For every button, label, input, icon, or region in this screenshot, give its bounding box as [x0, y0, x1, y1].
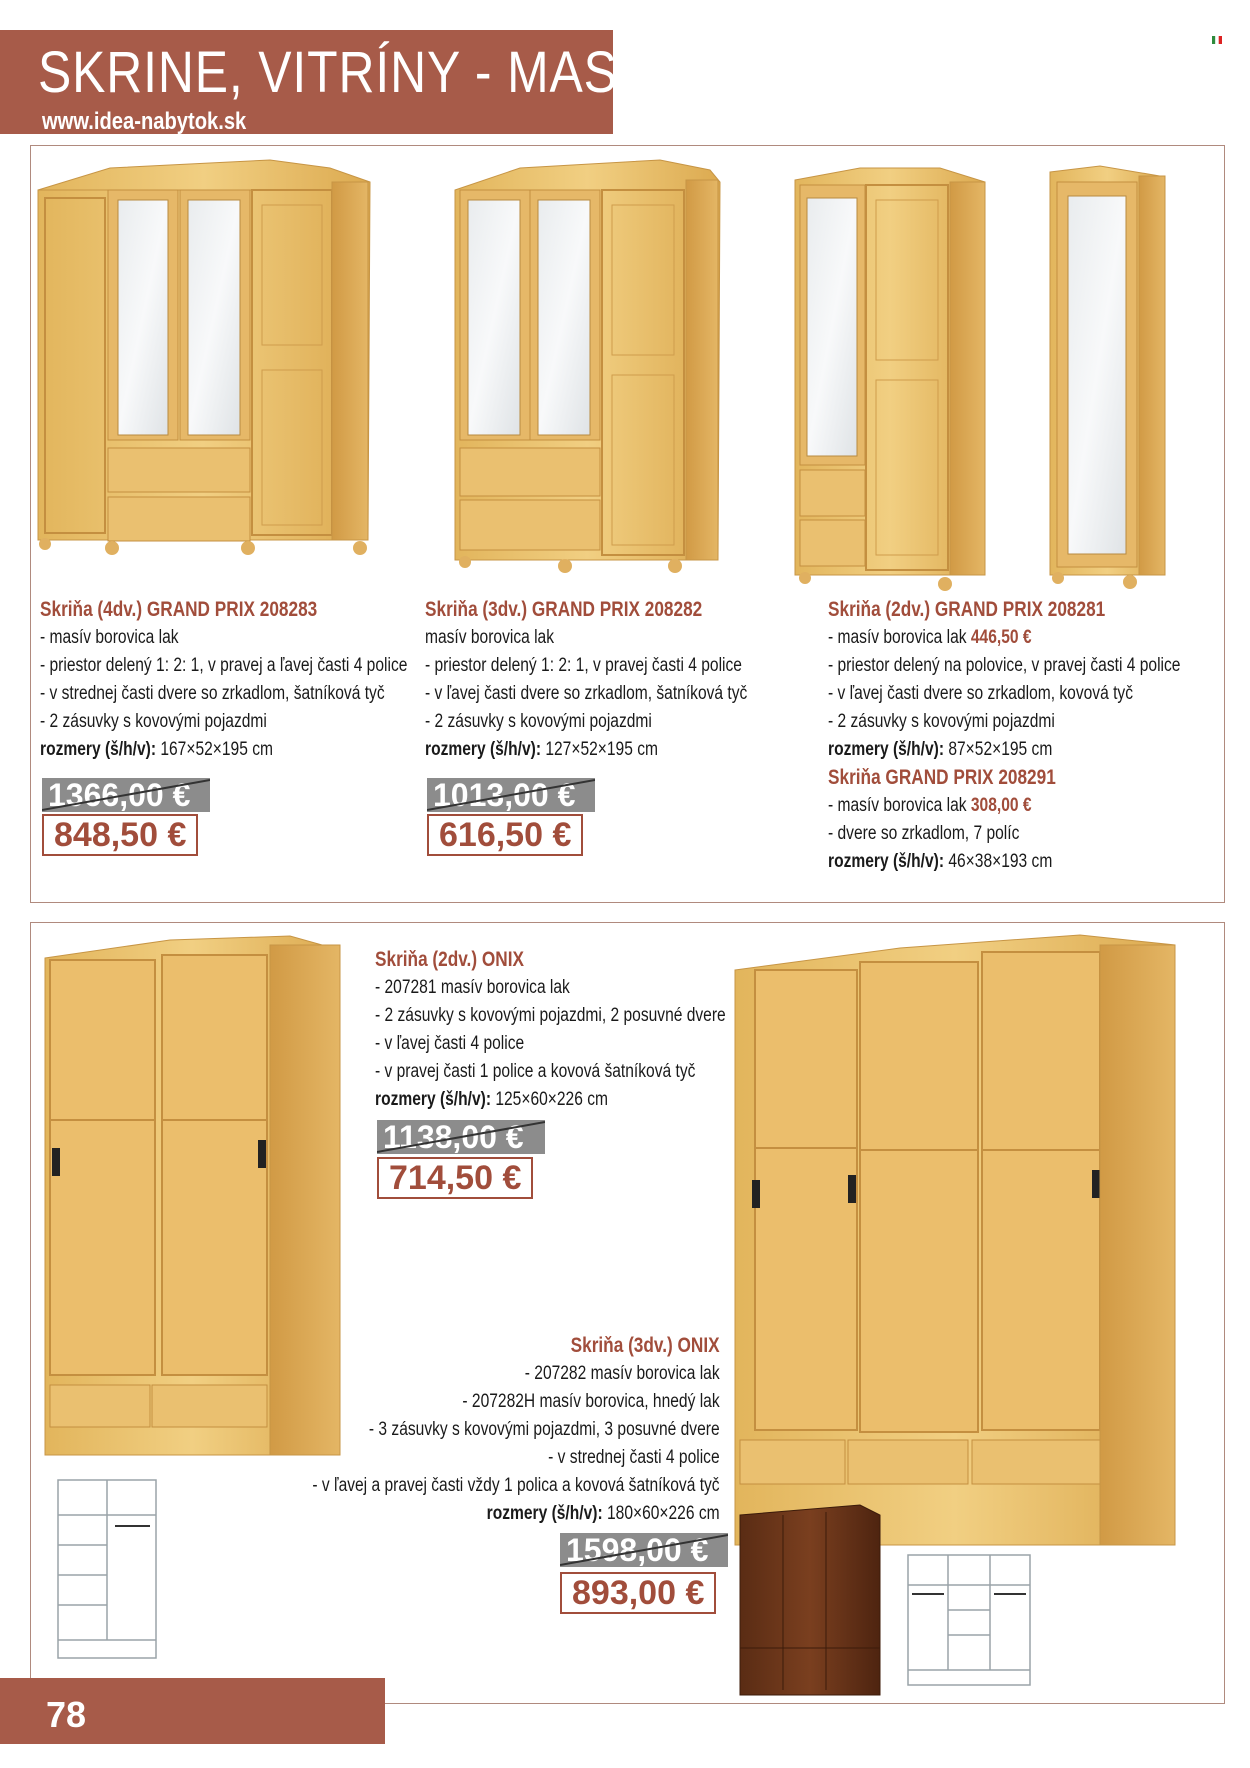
product-price: 446,50 € — [970, 627, 1032, 648]
new-price: 616,50 € — [427, 814, 583, 856]
old-price: 1598,00 € — [560, 1533, 728, 1567]
dims-label: rozmery (š/h/v): — [487, 1503, 604, 1524]
dims-value: 180×60×226 cm — [607, 1503, 720, 1524]
product-feature: - masív borovica lak — [828, 627, 971, 648]
product-feature: - masív borovica lak — [40, 627, 179, 648]
product-feature: - dvere so zrkadlom, 7 políc — [828, 823, 1020, 844]
product-feature: - 207282 masív borovica lak — [525, 1363, 720, 1384]
dims-value: 46×38×193 cm — [948, 851, 1053, 872]
wardrobe-2dv-image — [795, 168, 985, 591]
dims-label: rozmery (š/h/v): — [828, 739, 945, 760]
product-feature: - priestor delený na polovice, v pravej časti 4 police — [828, 655, 1181, 676]
product-feature: - 2 zásuvky s kovovými pojazdmi — [828, 711, 1055, 732]
product-feature: - 207281 masív borovica lak — [375, 977, 570, 998]
product-feature: - v strednej časti 4 police — [548, 1447, 720, 1468]
product-4dv-info — [40, 596, 407, 764]
dims-label: rozmery (š/h/v): — [828, 851, 945, 872]
old-price: 1138,00 € — [377, 1120, 545, 1154]
product-feature: - 3 zásuvky s kovovými pojazdmi, 3 posuvné dvere — [369, 1419, 720, 1440]
product-feature: masív borovica lak — [425, 627, 555, 648]
interior-schematic-3dv — [908, 1555, 1030, 1685]
interior-schematic-2dv — [58, 1480, 156, 1658]
wardrobe-3dv-image — [455, 160, 720, 573]
product-title: Skriňa (3dv.) GRAND PRIX 208282 — [425, 598, 703, 621]
dims-value: 87×52×195 cm — [948, 739, 1053, 760]
old-price: 1013,00 € — [427, 778, 595, 812]
product-feature: - v ľavej časti 4 police — [375, 1033, 525, 1054]
old-price: 1366,00 € — [42, 778, 210, 812]
product-price: 308,00 € — [970, 795, 1032, 816]
product-title: Skriňa (2dv.) GRAND PRIX 208281 — [828, 598, 1106, 621]
product-title: Skriňa GRAND PRIX 208291 — [828, 766, 1056, 789]
product-feature: - 2 zásuvky s kovovými pojazdmi — [40, 711, 267, 732]
dims-label: rozmery (š/h/v): — [40, 739, 157, 760]
website-url[interactable]: www.idea-nabytok.sk — [42, 108, 247, 135]
dims-value: 127×52×195 cm — [545, 739, 658, 760]
product-feature: - v strednej časti dvere so zrkadlom, šatníková tyč — [40, 683, 385, 704]
product-onix-3dv-info — [313, 1332, 720, 1528]
wardrobe-onix-3dv-image — [735, 935, 1175, 1545]
page-number: 78 — [46, 1694, 87, 1735]
product-3dv-info — [425, 596, 747, 764]
product-2dv-info — [828, 596, 1180, 876]
product-title: Skriňa (3dv.) ONIX — [571, 1334, 720, 1357]
wardrobe-4dv-image — [38, 160, 370, 555]
wardrobe-dark-variant-image — [740, 1505, 880, 1695]
product-feature: - v ľavej a pravej časti vždy 1 polica a kovová šatníková tyč — [312, 1475, 720, 1496]
new-price: 848,50 € — [42, 814, 198, 856]
dims-label: rozmery (š/h/v): — [375, 1089, 492, 1110]
wardrobe-onix-2dv-image — [45, 936, 340, 1455]
new-price: 714,50 € — [377, 1157, 533, 1199]
dims-label: rozmery (š/h/v): — [425, 739, 542, 760]
product-feature: - masív borovica lak — [828, 795, 971, 816]
new-price: 893,00 € — [560, 1572, 716, 1614]
dims-value: 167×52×195 cm — [160, 739, 273, 760]
product-onix-2dv-info — [375, 946, 726, 1114]
product-feature: - v pravej časti 1 police a kovová šatníková tyč — [375, 1061, 696, 1082]
product-feature: - 207282H masív borovica, hnedý lak — [462, 1391, 720, 1412]
product-title: Skriňa (4dv.) GRAND PRIX 208283 — [40, 598, 318, 621]
product-feature: - v ľavej časti dvere so zrkadlom, kovová tyč — [828, 683, 1134, 704]
product-feature: - 2 zásuvky s kovovými pojazdmi, 2 posuvné dvere — [375, 1005, 726, 1026]
product-feature: - v ľavej časti dvere so zrkadlom, šatníková tyč — [425, 683, 748, 704]
product-feature: - priestor delený 1: 2: 1, v pravej a ľavej časti 4 police — [40, 655, 408, 676]
product-feature: - priestor delený 1: 2: 1, v pravej časti 4 police — [425, 655, 742, 676]
dims-value: 125×60×226 cm — [495, 1089, 608, 1110]
wardrobe-208291-image — [1050, 166, 1165, 589]
page-title: SKRINE, VITRÍNY - MASÍV — [38, 40, 667, 105]
product-feature: - 2 zásuvky s kovovými pojazdmi — [425, 711, 652, 732]
product-title: Skriňa (2dv.) ONIX — [375, 948, 524, 971]
